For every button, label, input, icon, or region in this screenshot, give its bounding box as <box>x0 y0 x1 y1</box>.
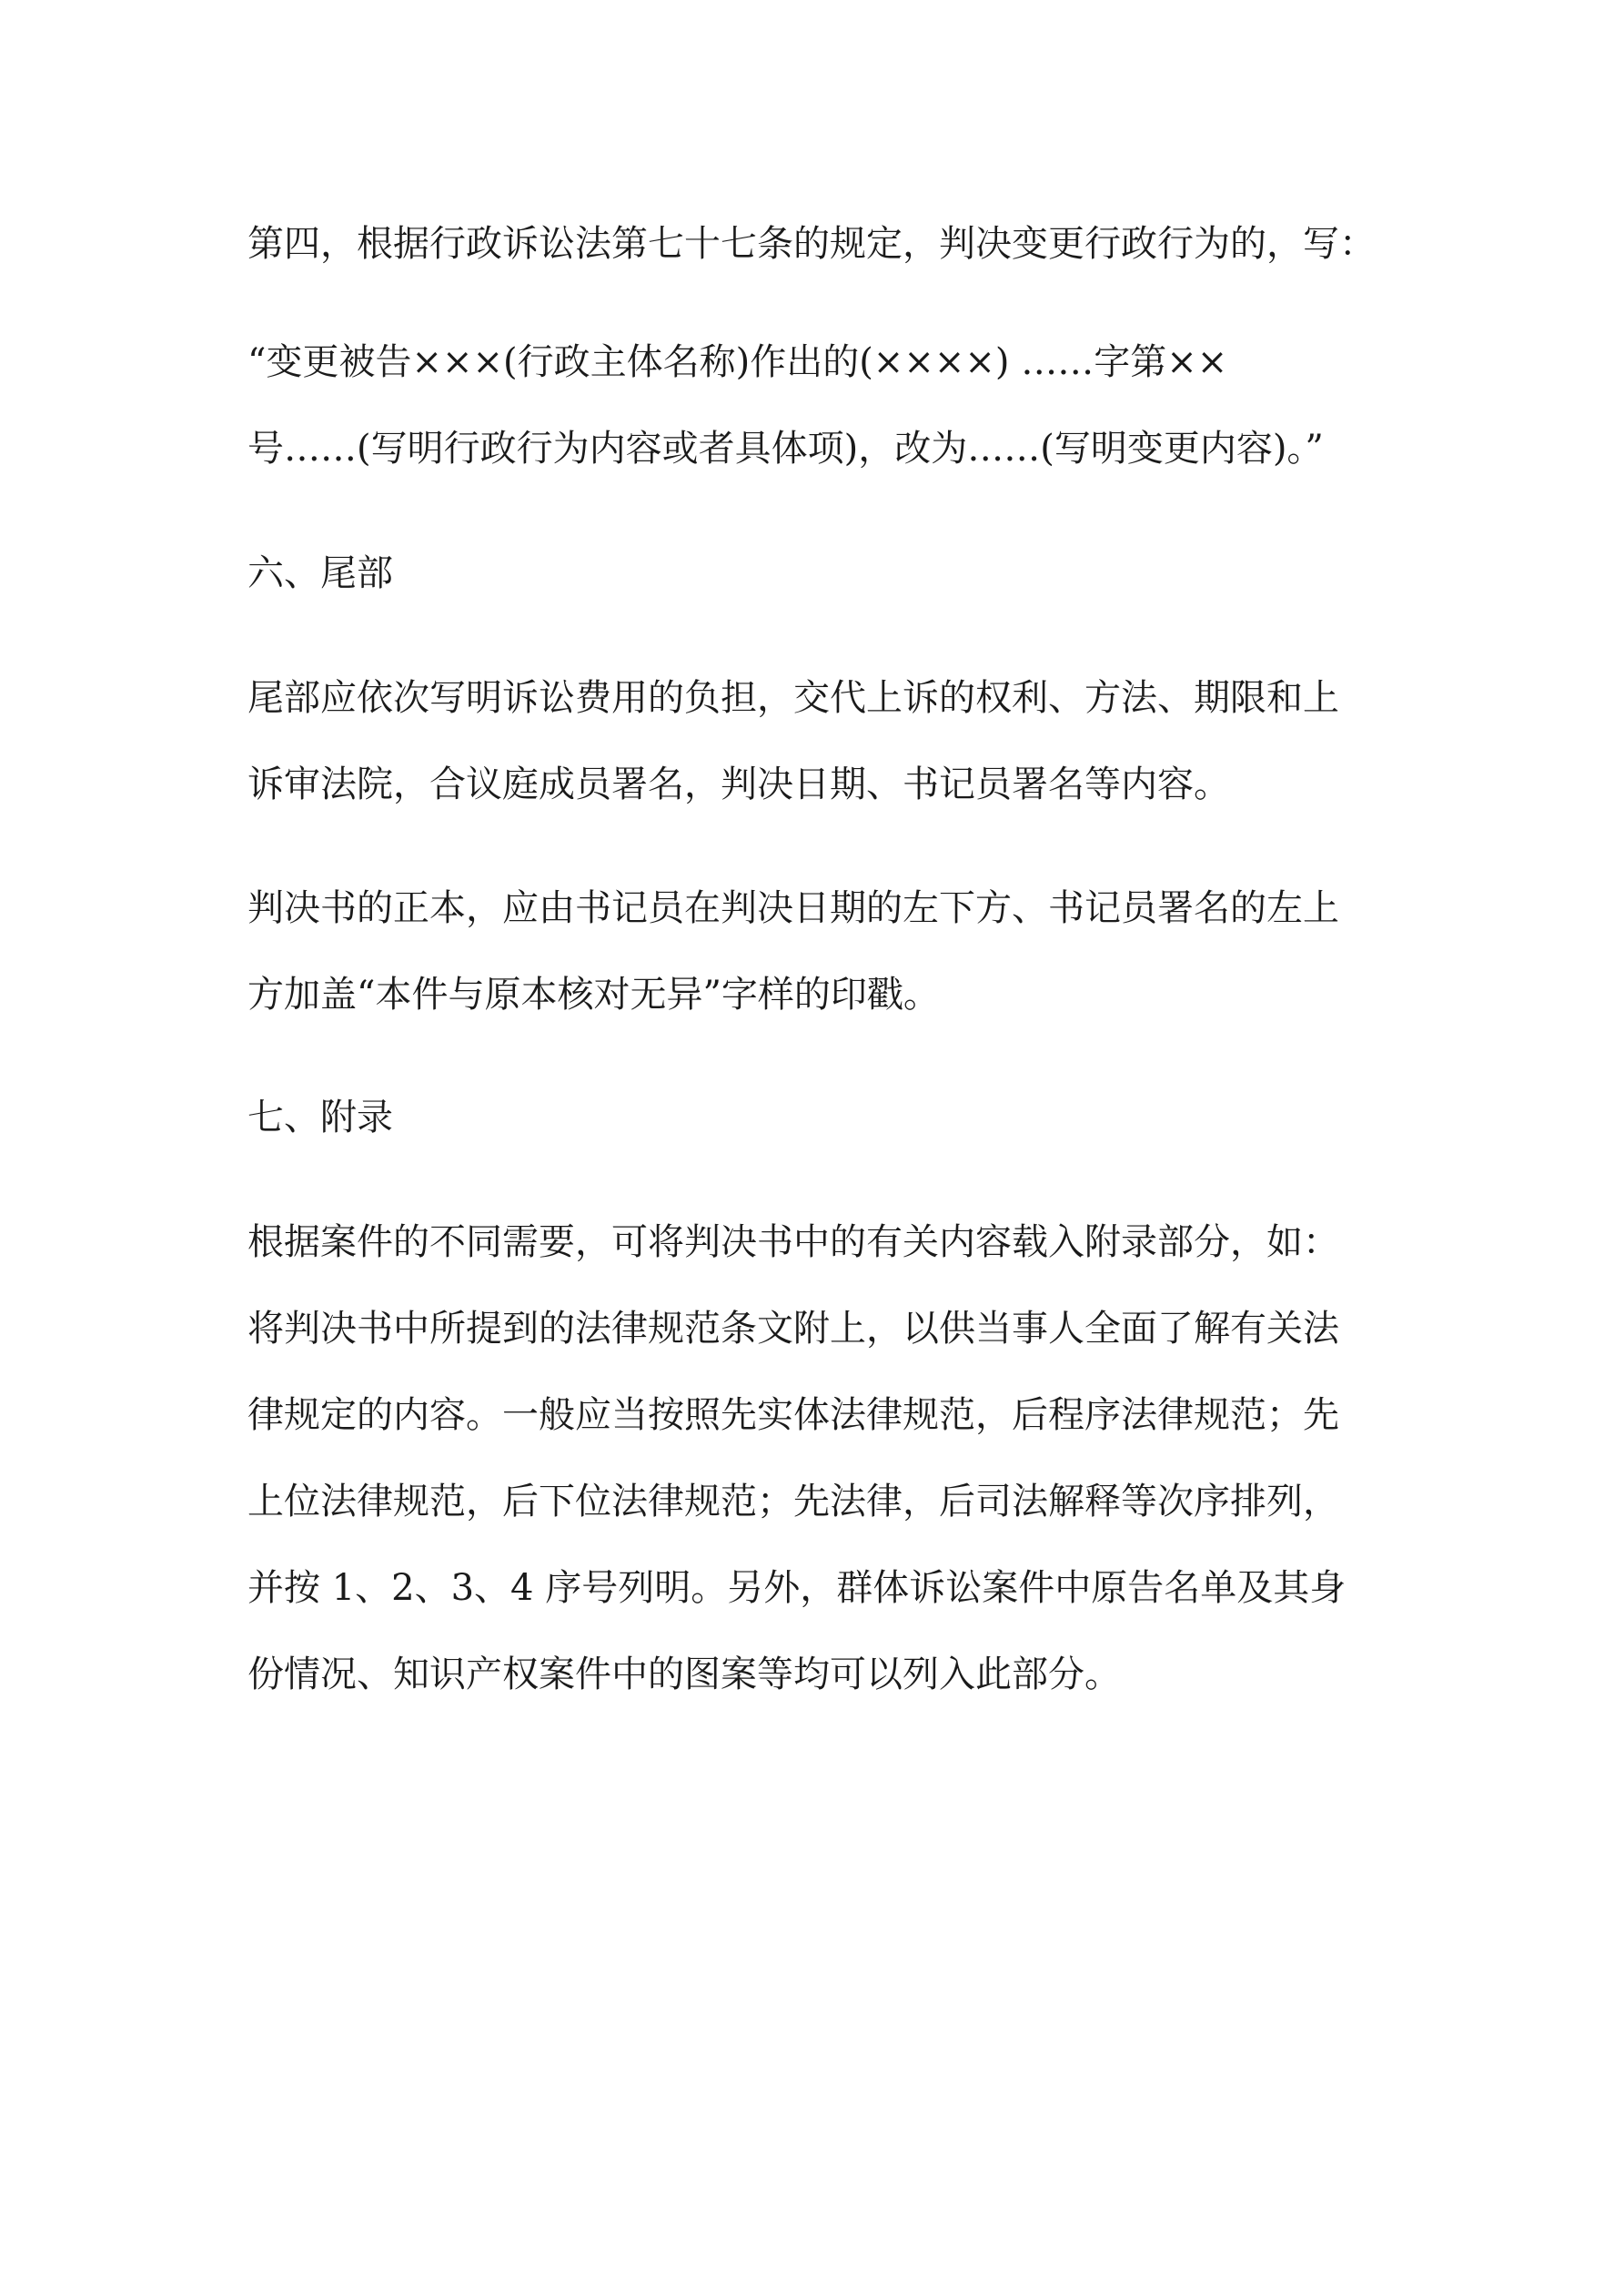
paragraph-change-judgment-intro: 第四，根据行政诉讼法第七十七条的规定，判决变更行政行为的，写： <box>247 223 1376 265</box>
paragraph-ending-contents-line-1: 尾部应依次写明诉讼费用的负担，交代上诉的权利、方法、期限和上 <box>247 677 1339 719</box>
heading-section-seven-appendix: 七、附录 <box>247 1097 393 1138</box>
paragraph-appendix-line-6: 份情况、知识产权案件中的图案等均可以列入此部分。 <box>247 1654 1121 1695</box>
paragraph-official-copy-stamp-line-2: 方加盖“本件与原本核对无异”字样的印戳。 <box>247 974 940 1016</box>
paragraph-change-judgment-template-line-2: 号……(写明行政行为内容或者具体项)，改为……(写明变更内容)。” <box>247 428 1324 470</box>
paragraph-ending-contents-line-2: 诉审法院，合议庭成员署名，判决日期、书记员署名等内容。 <box>247 764 1230 805</box>
paragraph-appendix-line-5: 并按 1、2、3、4 序号列明。另外，群体诉讼案件中原告名单及其身 <box>247 1567 1347 1609</box>
paragraph-appendix-line-4: 上位法律规范，后下位法律规范；先法律，后司法解释等次序排列， <box>247 1481 1339 1522</box>
paragraph-change-judgment-template-line-1: “变更被告×××(行政主体名称)作出的(××××) ……字第×× <box>247 341 1228 383</box>
paragraph-appendix-line-3: 律规定的内容。一般应当按照先实体法律规范，后程序法律规范；先 <box>247 1394 1339 1436</box>
paragraph-appendix-line-1: 根据案件的不同需要，可将判决书中的有关内容载入附录部分，如： <box>247 1221 1339 1263</box>
paragraph-official-copy-stamp-line-1: 判决书的正本，应由书记员在判决日期的左下方、书记员署名的左上 <box>247 887 1339 929</box>
heading-section-six-ending: 六、尾部 <box>247 552 393 594</box>
paragraph-appendix-line-2: 将判决书中所提到的法律规范条文附上，以供当事人全面了解有关法 <box>247 1308 1339 1350</box>
